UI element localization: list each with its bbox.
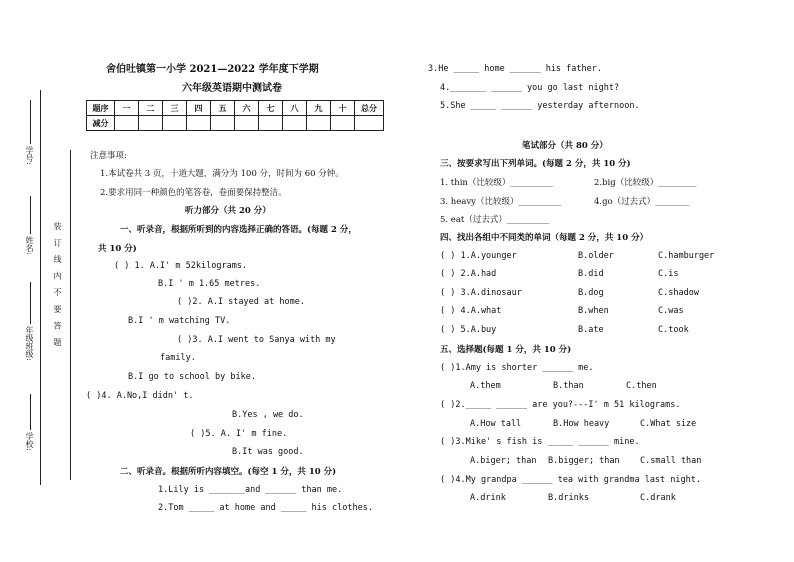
fill-q4: 4._______ ______ you go last night?	[440, 83, 620, 93]
choice-q1-b: B.than	[553, 381, 584, 391]
name-field-line	[30, 196, 31, 234]
choice-q4-a: A.drink	[470, 493, 506, 503]
word-q4: 4.go（过去式）________	[594, 197, 690, 207]
binding-line-outer	[40, 90, 41, 485]
fill-q1: 1.Lily is _______and ______ than me.	[158, 485, 343, 495]
odd-q2: ( ) 2.A.had	[440, 269, 497, 279]
score-cell: 七	[259, 101, 283, 116]
listen-q5-a: ( )5. A. I' m fine.	[190, 429, 288, 439]
odd-q4: ( ) 4.A.what	[440, 306, 502, 316]
binding-line-inner	[70, 150, 71, 480]
deduction-cell[interactable]	[211, 116, 235, 131]
section4-heading: 四、找出各组中不同类的单词（每题 2 分，共 10 分）	[440, 233, 649, 243]
odd-q1-b: B.older	[578, 251, 614, 261]
score-cell: 总分	[355, 101, 384, 116]
deduction-label: 减分	[87, 116, 115, 131]
deduction-cell[interactable]	[283, 116, 307, 131]
choice-q2-a: A.How tall	[470, 419, 522, 429]
exam-title-line1: 舍伯吐镇第一小学 2021—2022 学年度下学期	[106, 64, 319, 75]
odd-q5-c: C.took	[658, 325, 689, 335]
listening-heading: 听力部分（共 20 分）	[185, 206, 271, 216]
listen-q5-b: B.It was good.	[232, 447, 304, 457]
score-cell: 五	[211, 101, 235, 116]
odd-q4-b: B.when	[578, 306, 609, 316]
odd-q5-b: B.ate	[578, 325, 604, 335]
score-table	[86, 100, 384, 131]
listen-q3-a-cont: family.	[160, 353, 196, 363]
odd-q2-b: B.did	[578, 269, 604, 279]
score-cell: 二	[139, 101, 163, 116]
deduction-cell[interactable]	[355, 116, 384, 131]
score-cell: 六	[235, 101, 259, 116]
deduction-cell[interactable]	[115, 116, 139, 131]
notes-heading: 注意事项:	[90, 151, 127, 161]
listen-q2-b: B.I ' m watching TV.	[128, 316, 231, 326]
number-field-line	[30, 100, 31, 144]
odd-q3-b: B.dog	[578, 288, 604, 298]
listen-q1-b: B.I ' m 1.65 metres.	[158, 279, 261, 289]
name-label: 姓名:	[25, 236, 34, 255]
score-table-deduction-row	[87, 116, 384, 131]
seal-line-text: 装 订 线 内 不 要 答 题	[53, 222, 62, 349]
section1-heading: 一、听录音，根据所听到的内容选择正确的答语。(每题 2 分，	[120, 225, 357, 235]
score-cell: 十	[331, 101, 355, 116]
choice-q1-a: A.them	[470, 381, 501, 391]
listen-q3-b: B.I go to school by bike.	[128, 372, 256, 382]
score-table-header-row	[87, 101, 384, 116]
listen-q1-a: ( ) 1. A.I' m 52kilograms.	[114, 261, 248, 271]
word-q2: 2.big（比较级）_________	[594, 178, 697, 188]
choice-q2-c: C.What size	[640, 419, 697, 429]
choice-q1-c: C.then	[626, 381, 657, 391]
deduction-cell[interactable]	[163, 116, 187, 131]
word-q3: 3. heavy（比较级）__________	[440, 197, 561, 207]
deduction-cell[interactable]	[187, 116, 211, 131]
class-label: 年级班级:	[25, 326, 34, 361]
notes-item-2: 2.要求用同一种颜色的笔答卷，卷面要保持整洁。	[100, 188, 287, 198]
score-cell: 八	[283, 101, 307, 116]
choice-q4-b: B.drinks	[548, 493, 589, 503]
choice-q2-b: B.How heavy	[553, 419, 610, 429]
listen-q2-a: ( )2. A.I stayed at home.	[177, 297, 305, 307]
fill-q3: 3.He _____ home ______ his father.	[428, 64, 602, 74]
odd-q1: ( ) 1.A.younger	[440, 251, 517, 261]
choice-q3: ( )3.Mike' s fish is _____ ______ mine.	[440, 437, 640, 447]
listen-q4-a: ( )4. A.No,I didn' t.	[86, 391, 194, 401]
odd-q4-c: C.was	[658, 306, 684, 316]
section3-heading: 三、按要求写出下列单词。(每题 2 分，共 10 分)	[440, 159, 631, 169]
notes-item-1: 1.本试卷共 3 页，十道大题，满分为 100 分，时间为 60 分钟。	[100, 169, 344, 179]
choice-q3-a: A.biger; than	[470, 456, 537, 466]
school-field-line	[30, 394, 31, 430]
student-number-label: 学号:	[25, 146, 34, 165]
deduction-cell[interactable]	[331, 116, 355, 131]
class-field-line	[30, 282, 31, 324]
odd-q2-c: C.is	[658, 269, 679, 279]
odd-q1-c: C.hamburger	[658, 251, 715, 261]
score-cell: 九	[307, 101, 331, 116]
score-cell: 三	[163, 101, 187, 116]
score-cell: 四	[187, 101, 211, 116]
score-cell: 题序	[87, 101, 115, 116]
exam-title-line2: 六年级英语期中测试卷	[182, 83, 282, 94]
deduction-cell[interactable]	[259, 116, 283, 131]
choice-q2: ( )2._____ ______ are you?---I' m 51 kilograms.	[440, 400, 681, 410]
word-q5: 5. eat（过去式）__________	[440, 215, 550, 225]
odd-q3: ( ) 3.A.dinosaur	[440, 288, 522, 298]
choice-q3-b: B.bigger; than	[548, 456, 620, 466]
fill-q2: 2.Tom _____ at home and _____ his clothes.	[158, 503, 373, 513]
choice-q4: ( )4.My grandpa ______ tea with grandma last night.	[440, 475, 701, 485]
listen-q3-a: ( )3. A.I went to Sanya with my	[177, 335, 336, 345]
score-cell: 一	[115, 101, 139, 116]
school-label: 学校:	[25, 432, 34, 451]
odd-q5: ( ) 5.A.buy	[440, 325, 497, 335]
deduction-cell[interactable]	[307, 116, 331, 131]
written-heading: 笔试部分（共 80 分）	[522, 141, 608, 151]
odd-q3-c: C.shadow	[658, 288, 699, 298]
choice-q1: ( )1.Amy is shorter ______ me.	[440, 363, 594, 373]
word-q1: 1. thin（比较级）__________	[440, 178, 553, 188]
listen-q4-b: B.Yes , we do.	[232, 410, 304, 420]
choice-q4-c: C.drank	[640, 493, 676, 503]
fill-q5: 5.She _____ ______ yesterday afternoon.	[440, 101, 640, 111]
section5-heading: 五、选择题(每题 1 分，共 10 分)	[440, 345, 572, 355]
section2-heading: 二、听录音。根据所听内容填空。(每空 1 分，共 10 分)	[120, 467, 337, 477]
deduction-cell[interactable]	[139, 116, 163, 131]
deduction-cell[interactable]	[235, 116, 259, 131]
choice-q3-c: C.small than	[640, 456, 702, 466]
section1-heading-cont: 共 10 分)	[98, 244, 137, 254]
